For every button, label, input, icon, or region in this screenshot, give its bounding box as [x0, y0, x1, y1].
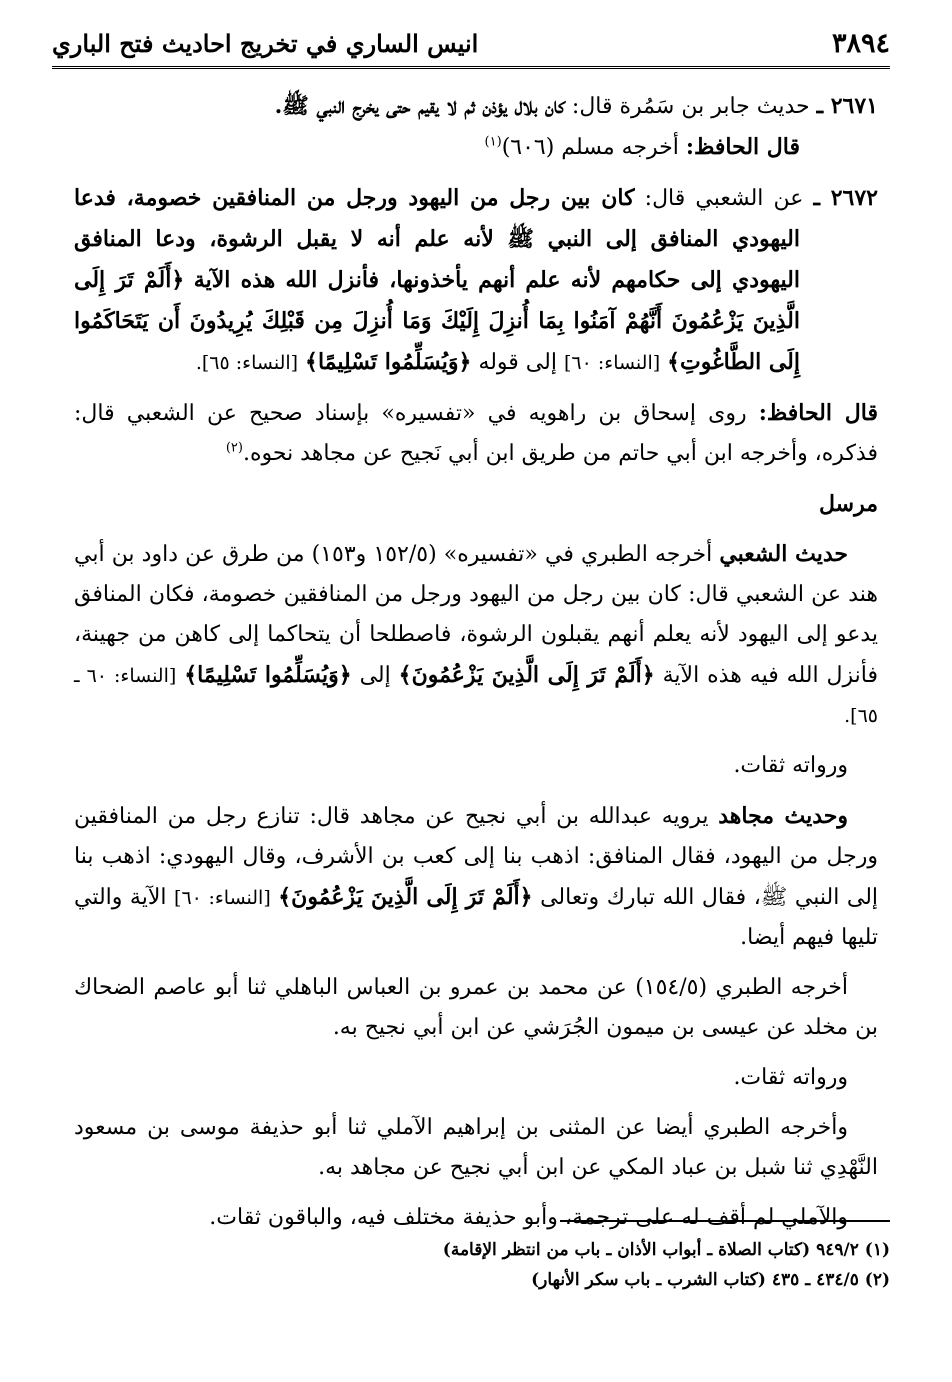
hadith-2671: [74, 86, 878, 168]
footnote-separator: [560, 1220, 890, 1222]
paragraph-label: حديث الشعبي: [719, 541, 849, 567]
tabari-paragraph: وأخرجه الطبري أيضا عن المثنى بن إبراهيم الآملي ثنا أبو حذيفة موسى بن مسعود النَّهْدِي ثنا شبل بن عباد المكي عن ابن أبي نجيح عن مجاهد به.: [74, 1115, 878, 1180]
main-text: [74, 86, 878, 1248]
amili-note: والآملي لم أقف له على ترجمة، وأبو حذيفة مختلف فيه، والباقون ثقات.: [209, 1205, 848, 1230]
paragraph-text: يرويه عبدالله بن أبي نجيح عن مجاهد قال: تنازع رجل من المنافقين ورجل من اليهود، فقال المنافق: اذهب بنا إلى كعب بن الأشرف، وقال اليهودي: اذهب بنا إلى النبي ﷺ، فقال الله تبارك وتعالى: [74, 804, 879, 910]
hadith-text: كان بلال يؤذن ثم لا يقيم حتى يخرج النبي ﷺ.: [274, 93, 565, 119]
hadith-intro: عن الشعبي قال:: [644, 186, 804, 211]
page-number: ٣٨٩٤: [831, 27, 890, 59]
quran-verse: ﴿وَيُسَلِّمُوا تَسْلِيمًا﴾: [184, 662, 352, 688]
hafiz-comment: [74, 393, 878, 474]
running-title: انيس الساري في تخريج احاديث فتح الباري: [52, 28, 479, 58]
page-header: [52, 20, 890, 69]
surah-reference: [النساء: ٦٠ ـ ٦٥].: [74, 665, 878, 727]
footnotes: [74, 1235, 890, 1295]
paragraph-text: أخرجه الطبري في «تفسيره» (١٥٢/٥ و١٥٣) من طرق عن داود بن أبي هند عن الشعبي قال: كان بين رجل من اليهود ورجل من المنافقين خصومة، فكان المنافق يدعو إلى اليهود لأنه يعلم أنهم يقبلون الرشوة، فاصطلحا أن يتحاكما إلى كاهن من جهينة، فأنزل الله فيه هذه الآية: [74, 542, 878, 688]
shabi-hadith-paragraph: [74, 534, 878, 736]
surah-reference: [النساء: ٦٠]: [174, 887, 271, 909]
quran-verse: ﴿أَلَمْ تَرَ إِلَى الَّذِينَ يَزْعُمُونَ أَنَّهُمْ آمَنُوا بِمَا أُنزِلَ إِلَيْكَ وَمَا أُنزِلَ مِن قَبْلِكَ يُرِيدُونَ أَن يَتَحَاكَمُوا إِلَى الطَّاغُوتِ﴾: [74, 267, 800, 375]
hafiz-text: أخرجه مسلم (٦٠٦): [501, 135, 679, 160]
hadith-intro: حديث جابر بن سَمُرة قال:: [571, 94, 810, 119]
connector-text: إلى قوله: [478, 350, 557, 375]
paragraph-label: وحديث مجاهد: [718, 803, 848, 829]
hadith-number: ٢٦٧١ ـ: [816, 93, 878, 119]
narrators-note: ورواته ثقات.: [733, 753, 848, 778]
surah-reference: [النساء: ٦٥].: [195, 352, 299, 374]
mujahid-hadith-paragraph: [74, 796, 878, 958]
hadith-number: ٢٦٧٢ ـ: [813, 185, 878, 211]
quran-verse: ﴿أَلَمْ تَرَ إِلَى الَّذِينَ يَزْعُمُونَ﴾: [398, 662, 655, 688]
footnote-ref[interactable]: (٢): [225, 440, 243, 456]
hafiz-label: قال الحافظ:: [685, 134, 800, 160]
tabari-paragraph: أخرجه الطبري (١٥٤/٥) عن محمد بن عمرو بن العباس الباهلي ثنا أبو عاصم الضحاك بن مخلد عن عيسى بن ميمون الجُرَشي عن ابن أبي نجيح به.: [74, 975, 878, 1040]
paragraph-text: الآية والتي تليها فيهم أيضا.: [74, 885, 878, 950]
footnote-ref[interactable]: (١): [484, 134, 502, 150]
quran-verse: ﴿أَلَمْ تَرَ إِلَى الَّذِينَ يَزْعُمُونَ﴾: [278, 884, 533, 910]
section-heading-mursal: مرسل: [818, 491, 878, 517]
footnote-1: (١) ٩٤٩/٢ (كتاب الصلاة ـ أبواب الأذان ـ باب من انتظر الإقامة): [442, 1240, 890, 1260]
quran-verse: ﴿وَيُسَلِّمُوا تَسْلِيمًا﴾: [305, 349, 472, 375]
hafiz-text: روى إسحاق بن راهويه في «تفسيره» بإسناد صحيح عن الشعبي قال: فذكره، وأخرجه ابن أبي حاتم من طريق ابن أبي نَجيح عن مجاهد نحوه.: [74, 401, 878, 466]
narrators-note: ورواته ثقات.: [733, 1065, 848, 1090]
connector-text: إلى: [359, 663, 391, 688]
footnote-2: (٢) ٤٣٤/٥ ـ ٤٣٥ (كتاب الشرب ـ باب سكر الأنهار): [531, 1270, 890, 1290]
hafiz-label: قال الحافظ:: [758, 400, 878, 426]
hadith-text: كان بين رجل من اليهود ورجل من المنافقين خصومة، فدعا اليهودي المنافق إلى النبي ﷺ لأنه علم أنه لا يقبل الرشوة، ودعا المنافق اليهودي إلى حكامهم لأنه علم أنهم يأخذونها، فأنزل الله هذه الآية: [74, 185, 800, 293]
hadith-2672: [74, 178, 878, 383]
surah-reference: [النساء: ٦٠]: [563, 352, 661, 374]
